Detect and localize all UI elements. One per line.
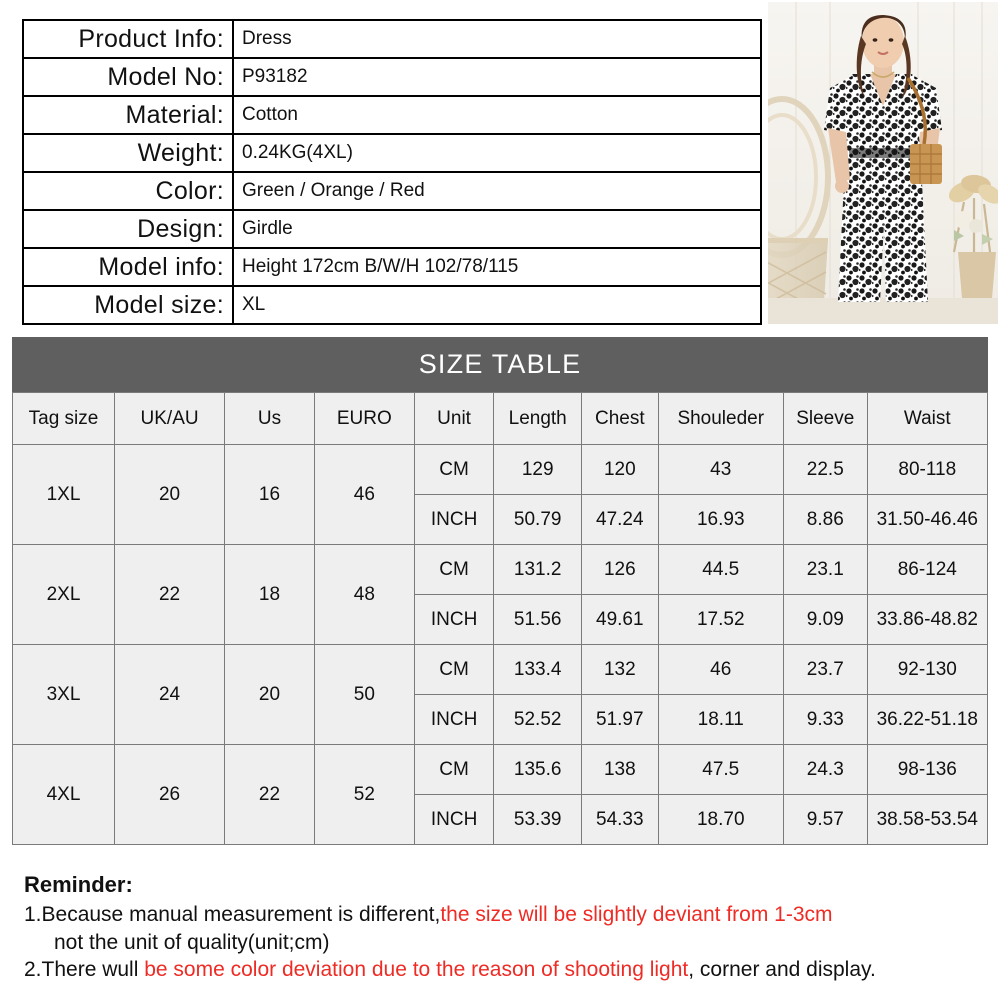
size-waist-cell: 80-118 (867, 445, 987, 495)
size-euro-cell: 46 (314, 445, 414, 545)
size-chest-cell: 47.24 (582, 495, 658, 545)
product-info-row (23, 20, 761, 58)
product-info-label: Material: (23, 96, 233, 134)
reminder-2-black-a: 2.There wull (24, 958, 145, 982)
size-length-cell: 50.79 (494, 495, 582, 545)
size-chest-cell: 138 (582, 745, 658, 795)
size-sleeve-cell: 9.33 (783, 695, 867, 745)
size-uk-cell: 24 (114, 645, 224, 745)
size-shoulder-cell: 46 (658, 645, 783, 695)
reminder-heading: Reminder: (24, 872, 133, 897)
size-unit-cell: CM (414, 545, 494, 595)
product-info-value: XL (233, 286, 761, 324)
size-waist-cell: 38.58-53.54 (867, 795, 987, 845)
product-info-row (23, 210, 761, 248)
size-length-cell: 53.39 (494, 795, 582, 845)
size-length-cell: 51.56 (494, 595, 582, 645)
size-waist-cell: 92-130 (867, 645, 987, 695)
size-shoulder-cell: 47.5 (658, 745, 783, 795)
size-uk-cell: 20 (114, 445, 224, 545)
product-info-label: Design: (23, 210, 233, 248)
size-waist-cell: 31.50-46.46 (867, 495, 987, 545)
size-shoulder-cell: 43 (658, 445, 783, 495)
reminder-item-1 (24, 901, 984, 929)
size-shoulder-cell: 17.52 (658, 595, 783, 645)
size-us-cell: 20 (225, 645, 315, 745)
size-unit-cell: INCH (414, 795, 494, 845)
product-info-row (23, 172, 761, 210)
size-shoulder-cell: 18.70 (658, 795, 783, 845)
size-us-cell: 18 (225, 545, 315, 645)
product-info-value: 0.24KG(4XL) (233, 134, 761, 172)
product-info-value: Height 172cm B/W/H 102/78/115 (233, 248, 761, 286)
reminder-2-red: be some color deviation due to the reason of shooting light (144, 958, 689, 982)
reminder-2-black-b: , corner and display. (688, 958, 876, 982)
size-length-cell: 52.52 (494, 695, 582, 745)
reminder-item-1-cont: not the unit of quality(unit;cm) (54, 930, 330, 954)
size-us-cell: 16 (225, 445, 315, 545)
size-table-row (13, 545, 988, 595)
size-unit-cell: INCH (414, 695, 494, 745)
size-table-header-cell: EURO (314, 393, 414, 445)
size-table-row (13, 445, 988, 495)
size-table-header-cell: Waist (867, 393, 987, 445)
size-unit-cell: CM (414, 445, 494, 495)
size-shoulder-cell: 18.11 (658, 695, 783, 745)
reminder-1-red: the size will be slightly deviant from 1-3cm (440, 903, 833, 926)
product-info-label: Model size: (23, 286, 233, 324)
product-info-label: Color: (23, 172, 233, 210)
size-table-header-cell: Sleeve (783, 393, 867, 445)
size-unit-cell: INCH (414, 495, 494, 545)
size-sleeve-cell: 23.1 (783, 545, 867, 595)
size-shoulder-cell: 16.93 (658, 495, 783, 545)
size-waist-cell: 36.22-51.18 (867, 695, 987, 745)
size-uk-cell: 22 (114, 545, 224, 645)
size-tag-cell: 2XL (13, 545, 115, 645)
product-info-value: Cotton (233, 96, 761, 134)
size-sleeve-cell: 24.3 (783, 745, 867, 795)
product-info-label: Model No: (23, 58, 233, 96)
size-us-cell: 22 (225, 745, 315, 845)
size-table-header-cell: Chest (582, 393, 658, 445)
size-chest-cell: 54.33 (582, 795, 658, 845)
size-unit-cell: CM (414, 645, 494, 695)
product-info-row (23, 248, 761, 286)
size-length-cell: 135.6 (494, 745, 582, 795)
product-info-value: P93182 (233, 58, 761, 96)
size-table-header-cell: Length (494, 393, 582, 445)
size-table-header-row (13, 393, 988, 445)
product-info-label: Product Info: (23, 20, 233, 58)
size-unit-cell: CM (414, 745, 494, 795)
size-tag-cell: 3XL (13, 645, 115, 745)
size-tag-cell: 1XL (13, 445, 115, 545)
product-info-value: Green / Orange / Red (233, 172, 761, 210)
size-table-header-cell: Tag size (13, 393, 115, 445)
size-chest-cell: 49.61 (582, 595, 658, 645)
product-info-label: Weight: (23, 134, 233, 172)
size-chest-cell: 120 (582, 445, 658, 495)
product-info-row (23, 96, 761, 134)
size-table (12, 337, 988, 845)
size-sleeve-cell: 9.57 (783, 795, 867, 845)
reminder-item-2 (24, 956, 984, 984)
reminder-1-black: 1.Because manual measurement is different, (24, 903, 441, 926)
size-table-header-cell: Shouleder (658, 393, 783, 445)
size-unit-cell: INCH (414, 595, 494, 645)
size-chest-cell: 51.97 (582, 695, 658, 745)
size-euro-cell: 50 (314, 645, 414, 745)
product-info-row (23, 286, 761, 324)
size-waist-cell: 86-124 (867, 545, 987, 595)
size-length-cell: 131.2 (494, 545, 582, 595)
reminder-section (24, 872, 984, 984)
size-table-row (13, 745, 988, 795)
size-length-cell: 129 (494, 445, 582, 495)
size-euro-cell: 48 (314, 545, 414, 645)
size-waist-cell: 98-136 (867, 745, 987, 795)
size-chest-cell: 126 (582, 545, 658, 595)
size-table-row (13, 645, 988, 695)
product-info-label: Model info: (23, 248, 233, 286)
product-info-row (23, 58, 761, 96)
size-tag-cell: 4XL (13, 745, 115, 845)
size-table-header-cell: UK/AU (114, 393, 224, 445)
size-waist-cell: 33.86-48.82 (867, 595, 987, 645)
size-sleeve-cell: 23.7 (783, 645, 867, 695)
size-shoulder-cell: 44.5 (658, 545, 783, 595)
product-info-table (22, 19, 762, 324)
size-sleeve-cell: 8.86 (783, 495, 867, 545)
size-euro-cell: 52 (314, 745, 414, 845)
size-length-cell: 133.4 (494, 645, 582, 695)
size-chest-cell: 132 (582, 645, 658, 695)
product-info-row (23, 134, 761, 172)
size-table-header-cell: Unit (414, 393, 494, 445)
size-sleeve-cell: 22.5 (783, 445, 867, 495)
product-photo (768, 2, 998, 324)
size-table-title: SIZE TABLE (12, 337, 988, 392)
size-table-header-cell: Us (225, 393, 315, 445)
product-info-value: Girdle (233, 210, 761, 248)
size-uk-cell: 26 (114, 745, 224, 845)
size-sleeve-cell: 9.09 (783, 595, 867, 645)
product-info-value: Dress (233, 20, 761, 58)
